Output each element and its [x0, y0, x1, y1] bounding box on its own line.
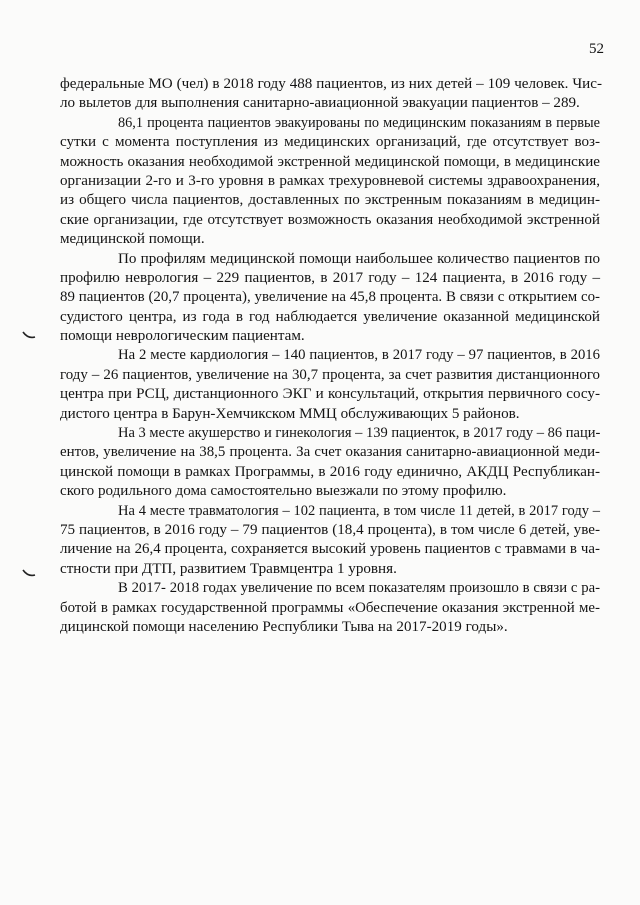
text-line: сутки с момента поступления из медицинских организаций, где отсутствует воз- [60, 134, 600, 151]
text-line: По профилям медицинской помощи наибольшее количество пациентов по [118, 250, 600, 267]
text-line: ботой в рамках государственной программы «Обеспечение оказания экстренной ме- [60, 599, 600, 616]
paragraph [60, 250, 602, 347]
paragraph [60, 579, 602, 637]
text-line: организации 2-го и 3-го уровня в рамках трехуровневой системы здравоохранения, [60, 172, 600, 189]
paragraph [60, 502, 602, 580]
paragraph [60, 346, 602, 424]
text-line: федеральные МО (чел) в 2018 году 488 пациентов, из них детей – 109 человек. Чис- [60, 76, 602, 92]
text-line: дицинской помощи населению Республики Тыва на 2017-2019 годы». [60, 618, 508, 635]
text-line: судистого центра, из года в год наблюдается увеличение оказанной медицинской [60, 308, 600, 325]
text-line: В 2017- 2018 годах увеличение по всем показателям произошло в связи с ра- [118, 580, 600, 597]
text-line: На 2 месте кардиология – 140 пациентов, в 2017 году – 97 пациентов, в 2016 [118, 347, 600, 364]
text-line: На 4 месте травматология – 102 пациента, в том числе 11 детей, в 2017 году – [118, 502, 600, 519]
text-line: медицинской помощи. [60, 231, 205, 248]
text-line: дистого центра в Барун-Хемчикском ММЦ обслуживающих 5 районов. [60, 405, 520, 422]
text-line: 86,1 процента пациентов эвакуированы по медицинским показаниям в первые [118, 114, 600, 131]
text-line: 89 пациентов (20,7 процента), увеличение на 45,8 процента. В связи с открытием со- [60, 289, 600, 306]
text-line: можность оказания необходимой экстренной медицинской помощи, в медицинские [60, 153, 600, 170]
paragraph [60, 114, 602, 250]
text-line: 75 пациентов, в 2016 году – 79 пациентов (18,4 процента), в том числе 6 детей, уве- [60, 521, 600, 538]
text-line: На 3 месте акушерство и гинекология – 139 пациенток, в 2017 году – 86 паци- [118, 425, 601, 442]
text-line: помощи неврологическим пациентам. [60, 328, 305, 345]
text-line: центра при РСЦ, дистанционного ЭКГ и консультаций, открытия первичного сосу- [60, 386, 600, 403]
paragraph [60, 75, 602, 114]
text-line: ские организации, где отсутствует возможность оказания необходимой экстренной [60, 211, 600, 228]
text-line: ского родильного дома самостоятельно выезжали по этому профилю. [60, 483, 507, 500]
text-line: году – 26 пациентов, увеличение на 30,7 процента, за счет развития дистанционного [60, 366, 600, 383]
text-line: личение на 26,4 процента, сохраняется высокий уровень пациентов с травмами в ча- [60, 541, 600, 558]
text-line: профилю неврология – 229 пациентов, в 2017 году – 124 пациента, в 2016 году – [60, 269, 600, 286]
page-number: 52 [589, 41, 604, 57]
binding-hole-mark [22, 569, 36, 579]
body-text [60, 75, 602, 637]
paragraph [60, 424, 602, 502]
text-line: цинской помощи в рамках Программы, в 2016 году единично, АКДЦ Республикан- [60, 463, 600, 480]
text-line: ло вылетов для выполнения санитарно-авиационной эвакуации пациентов – 289. [60, 95, 580, 112]
text-line: ентов, увеличение на 38,5 процента. За счет оказания санитарно-авиационной меди- [60, 444, 600, 461]
binding-hole-mark [22, 331, 36, 341]
text-line: из общего числа пациентов, доставленных по экстренным показаниям в медицин- [60, 192, 600, 209]
text-line: стности при ДТП, развитием Травмцентра 1 уровня. [60, 560, 397, 577]
